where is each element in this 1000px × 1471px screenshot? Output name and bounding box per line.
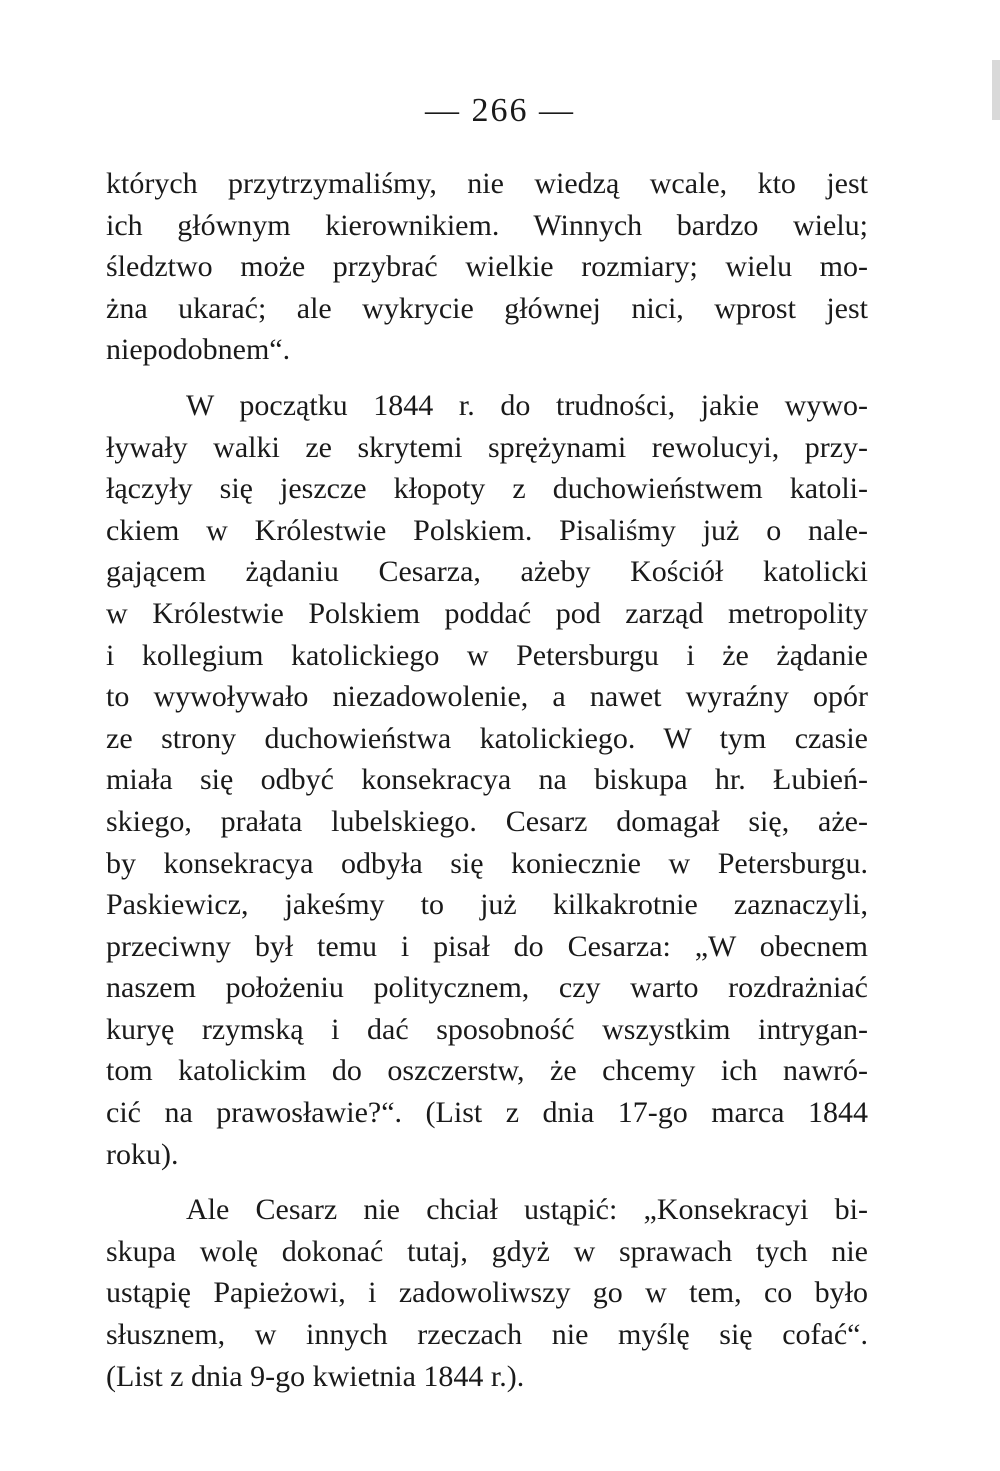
- text-line: W początku 1844 r. do trudności, jakie wywo-: [186, 388, 868, 422]
- text-line: łączyły się jeszcze kłopoty z duchowieństwem katoli-: [106, 472, 868, 506]
- text-line: przeciwny był temu i pisał do Cesarza: „W obecnem: [106, 929, 868, 963]
- text-line: słusznem, w innych rzeczach nie myślę się cofać“.: [106, 1318, 868, 1352]
- paragraph: [106, 385, 868, 1175]
- text-line: ustąpię Papieżowi, i zadowoliwszy go w tem, co było: [106, 1276, 868, 1310]
- text-line: żna ukarać; ale wykrycie głównej nici, wprost jest: [106, 291, 868, 325]
- body-text: [106, 163, 868, 1397]
- text-line: Ale Cesarz nie chciał ustąpić: „Konsekracyi bi-: [186, 1193, 868, 1227]
- text-line: niepodobnem“.: [106, 333, 291, 367]
- text-line: śledztwo może przybrać wielkie rozmiary; wielu mo-: [106, 250, 868, 284]
- paragraph-gap: [106, 1175, 868, 1189]
- text-line: ływały walki ze skrytemi sprężynami rewolucyi, przy-: [106, 430, 868, 464]
- text-line: cić na prawosławie?“. (List z dnia 17-go marca 1844: [106, 1096, 868, 1130]
- text-line: ich głównym kierownikiem. Winnych bardzo wielu;: [106, 208, 868, 242]
- text-line: gającem żądaniu Cesarza, ażeby Kościół katolicki: [106, 555, 868, 589]
- page-number: — 266 —: [425, 92, 575, 129]
- text-line: Paskiewicz, jakeśmy to już kilkakrotnie zaznaczyli,: [106, 888, 868, 922]
- text-line: to wywoływało niezadowolenie, a nawet wyraźny opór: [106, 680, 868, 714]
- paragraph: [106, 1189, 868, 1397]
- text-line: kuryę rzymską i dać sposobność wszystkim intrygan-: [106, 1012, 868, 1046]
- text-line: i kollegium katolickiego w Petersburgu i że żądanie: [106, 638, 868, 672]
- text-line: ze strony duchowieństwa katolickiego. W tym czasie: [106, 721, 868, 755]
- text-line: skupa wolę dokonać tutaj, gdyż w sprawach tych nie: [106, 1234, 868, 1268]
- paragraph-gap: [106, 371, 868, 385]
- text-line: naszem położeniu politycznem, czy warto rozdrażniać: [106, 971, 868, 1005]
- text-line: by konsekracya odbyła się koniecznie w Petersburgu.: [106, 846, 868, 880]
- text-line: (List z dnia 9-go kwietnia 1844 r.).: [106, 1359, 525, 1393]
- paragraph: [106, 163, 868, 371]
- text-line: skiego, prałata lubelskiego. Cesarz domagał się, aże-: [106, 804, 868, 838]
- text-line: ckiem w Królestwie Polskiem. Pisaliśmy już o nale-: [106, 513, 868, 547]
- text-line: miała się odbyć konsekracya na biskupa hr. Łubień-: [106, 763, 868, 797]
- text-line: tom katolickim do oszczerstw, że chcemy ich nawró-: [106, 1054, 868, 1088]
- text-line: roku).: [106, 1137, 179, 1171]
- text-line: których przytrzymaliśmy, nie wiedzą wcale, kto jest: [106, 167, 868, 200]
- text-line: w Królestwie Polskiem poddać pod zarząd metropolity: [106, 596, 868, 630]
